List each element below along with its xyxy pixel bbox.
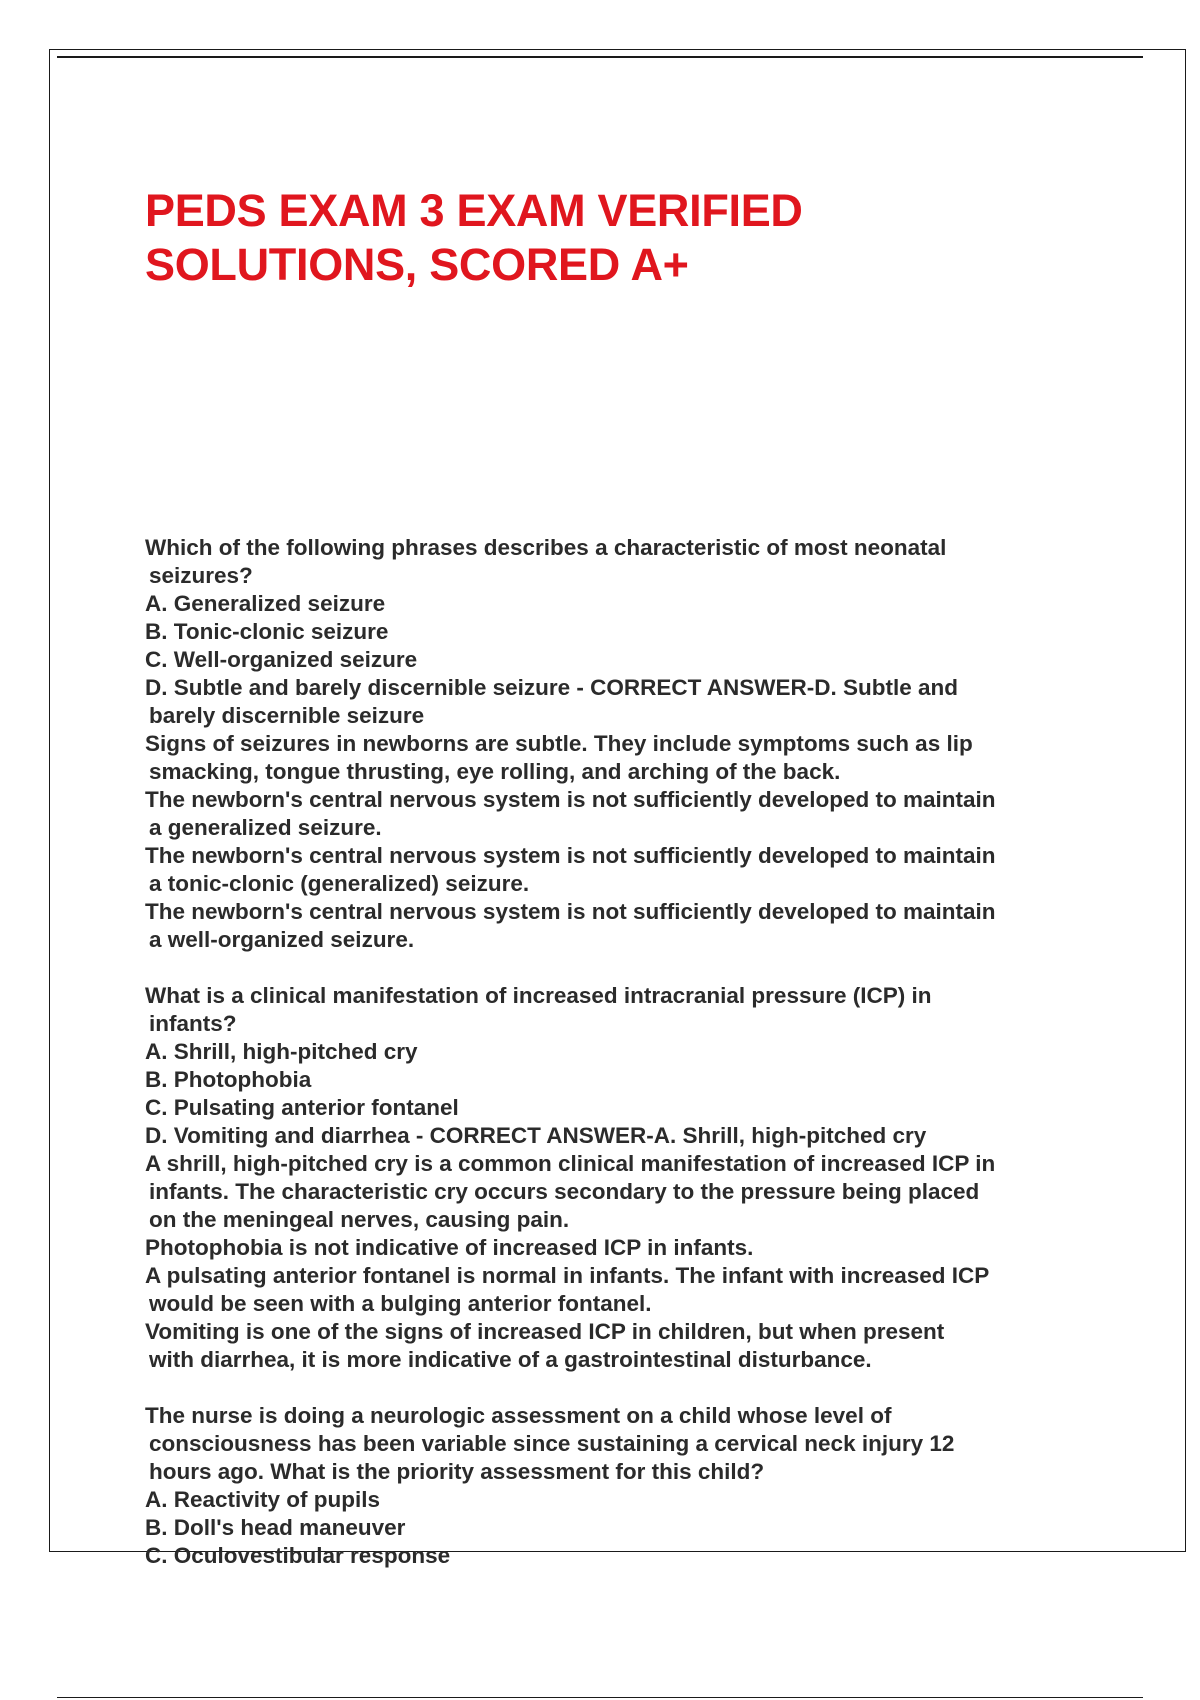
- question-line: a well-organized seizure.: [149, 927, 415, 952]
- question-block: [145, 1402, 1105, 1570]
- question-line: The nurse is doing a neurologic assessment on a child whose level of: [145, 1403, 892, 1428]
- bottom-rule: [57, 1697, 1143, 1698]
- question-line: hours ago. What is the priority assessment for this child?: [149, 1459, 765, 1484]
- question-line: C. Well-organized seizure: [145, 647, 418, 672]
- question-line: C. Pulsating anterior fontanel: [145, 1095, 459, 1120]
- question-line: B. Doll's head maneuver: [145, 1515, 406, 1540]
- question-line: Signs of seizures in newborns are subtle. They include symptoms such as lip: [145, 731, 973, 756]
- question-line: D. Subtle and barely discernible seizure - CORRECT ANSWER-D. Subtle and: [145, 675, 959, 700]
- question-line: Which of the following phrases describes a characteristic of most neonatal: [145, 535, 947, 560]
- question-line: on the meningeal nerves, causing pain.: [149, 1207, 570, 1232]
- top-rule: [57, 56, 1143, 58]
- question-line: A pulsating anterior fontanel is normal in infants. The infant with increased ICP: [145, 1263, 990, 1288]
- question-line: D. Vomiting and diarrhea - CORRECT ANSWER-A. Shrill, high-pitched cry: [145, 1123, 927, 1148]
- question-line: a generalized seizure.: [149, 815, 382, 840]
- question-line: smacking, tongue thrusting, eye rolling, and arching of the back.: [149, 759, 841, 784]
- question-line: Photophobia is not indicative of increased ICP in infants.: [145, 1235, 754, 1260]
- question-line: The newborn's central nervous system is not sufficiently developed to maintain: [145, 843, 996, 868]
- question-line: A shrill, high-pitched cry is a common clinical manifestation of increased ICP in: [145, 1151, 996, 1176]
- question-line: A. Shrill, high-pitched cry: [145, 1039, 418, 1064]
- question-line: What is a clinical manifestation of increased intracranial pressure (ICP) in: [145, 983, 932, 1008]
- question-line: infants. The characteristic cry occurs secondary to the pressure being placed: [149, 1179, 980, 1204]
- question-block: [145, 534, 1105, 954]
- question-line: B. Tonic-clonic seizure: [145, 619, 389, 644]
- question-line: would be seen with a bulging anterior fontanel.: [149, 1291, 652, 1316]
- title-line: SOLUTIONS, SCORED A+: [145, 239, 689, 290]
- question-block: [145, 982, 1105, 1374]
- question-line: infants?: [149, 1011, 237, 1036]
- question-list: [145, 534, 1105, 1598]
- document-title: [145, 184, 1045, 292]
- question-line: consciousness has been variable since sustaining a cervical neck injury 12: [149, 1431, 955, 1456]
- question-line: B. Photophobia: [145, 1067, 312, 1092]
- question-line: The newborn's central nervous system is not sufficiently developed to maintain: [145, 899, 996, 924]
- question-line: with diarrhea, it is more indicative of a gastrointestinal disturbance.: [149, 1347, 872, 1372]
- question-line: a tonic-clonic (generalized) seizure.: [149, 871, 530, 896]
- question-line: barely discernible seizure: [149, 703, 425, 728]
- title-line: PEDS EXAM 3 EXAM VERIFIED: [145, 185, 803, 236]
- question-line: Vomiting is one of the signs of increased ICP in children, but when present: [145, 1319, 945, 1344]
- question-line: The newborn's central nervous system is not sufficiently developed to maintain: [145, 787, 996, 812]
- question-line: A. Reactivity of pupils: [145, 1487, 381, 1512]
- question-line: A. Generalized seizure: [145, 591, 386, 616]
- question-line: seizures?: [149, 563, 253, 588]
- question-line-truncated: C. Oculovestibular response: [145, 1543, 451, 1568]
